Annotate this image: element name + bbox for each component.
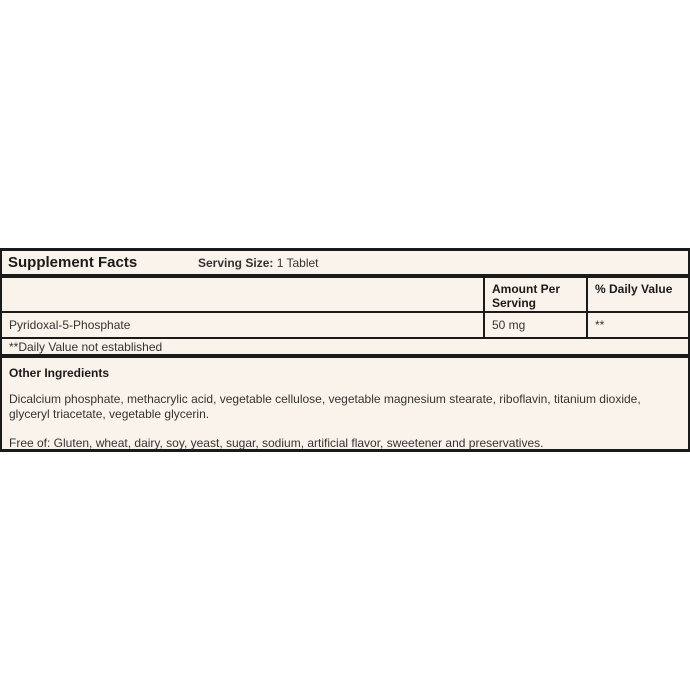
nutrient-amount: 50 mg — [483, 313, 586, 337]
daily-value-footnote: **Daily Value not established — [2, 339, 688, 358]
other-ingredients-heading: Other Ingredients — [9, 366, 110, 380]
nutrient-daily-value: ** — [586, 313, 688, 337]
nutrient-name: Pyridoxal-5-Phosphate — [9, 318, 131, 332]
panel-title: Supplement Facts — [8, 254, 138, 271]
column-header-row — [2, 278, 688, 313]
panel-title-row — [2, 251, 688, 278]
column-header-amount: Amount Per Serving — [483, 278, 586, 311]
serving-size-value: 1 Tablet — [273, 255, 319, 270]
other-ingredients-section — [2, 358, 688, 449]
serving-size — [198, 256, 319, 270]
column-header-daily-value: % Daily Value — [586, 278, 688, 311]
free-of-statement: Free of: Gluten, wheat, dairy, soy, yeast, sugar, sodium, artificial flavor, sweetener and preservatives. — [9, 436, 544, 450]
table-row — [2, 313, 688, 339]
serving-size-label: Serving Size: — [198, 255, 274, 270]
supplement-facts-panel — [0, 248, 690, 452]
column-header-empty — [2, 278, 483, 311]
other-ingredients-list: Dicalcium phosphate, methacrylic acid, vegetable cellulose, vegetable magnesium stearate, riboflavin, titanium dioxide, glyceryl triacetate, vegetable glycerin. — [9, 392, 641, 421]
top-whitespace — [0, 0, 690, 248]
